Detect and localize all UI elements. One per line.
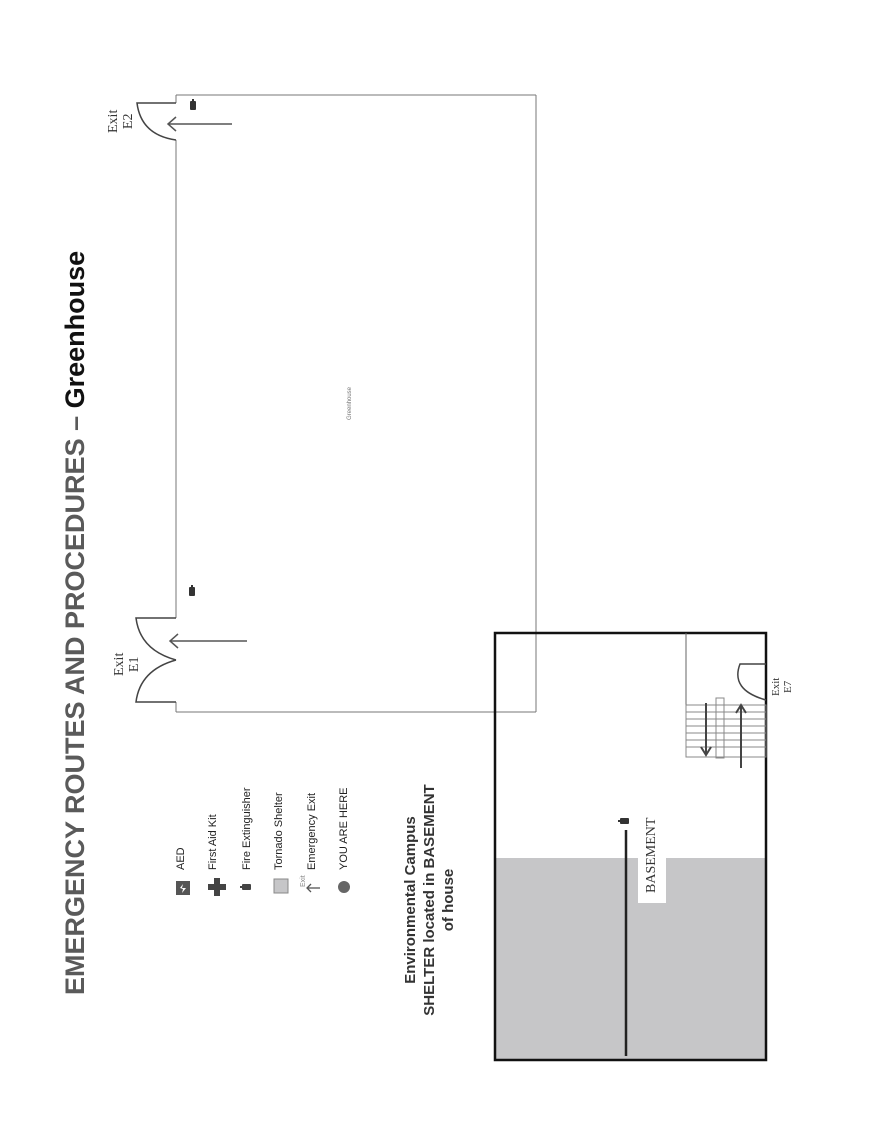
exit-e7-label: [770, 678, 794, 696]
legend-label-first-aid: First Aid Kit: [207, 814, 219, 870]
exit-e2-arrow-icon: [168, 117, 232, 131]
room-label-greenhouse: Greenhouse: [347, 386, 353, 420]
campus-shelter-note: [402, 770, 458, 1030]
tornado-shelter-area: [496, 858, 766, 1060]
exit-e1-label: [112, 653, 143, 676]
campus-note-line2: SHELTER located in BASEMENT: [420, 784, 438, 1016]
exit-e2-label: [106, 110, 137, 133]
stairs-up-arrow-icon: [736, 705, 746, 768]
legend-label-tornado-shelter: Tornado Shelter: [273, 792, 285, 870]
page-title-main: EMERGENCY ROUTES AND PROCEDURES –: [60, 408, 90, 995]
exit-e7-door: [738, 664, 766, 700]
exit-e1-word: Exit: [112, 652, 127, 676]
first-aid-cross-icon: [208, 878, 226, 896]
fire-extinguisher-icon: [618, 818, 629, 824]
exit-e7-word: Exit: [770, 677, 782, 696]
exit-arrow-icon: [307, 884, 320, 892]
page-title-place: Greenhouse: [60, 250, 90, 409]
fire-extinguisher-icon: [189, 585, 195, 596]
stairs: [686, 698, 766, 758]
legend-label-you-are-here: YOU ARE HERE: [338, 787, 350, 870]
legend-exit-icon-text: Exit: [300, 875, 307, 887]
legend-label-fire-extinguisher: Fire Extinguisher: [241, 787, 253, 870]
you-are-here-dot-icon: [338, 881, 350, 893]
basement-label: BASEMENT: [644, 817, 659, 893]
greenhouse-outline: [176, 95, 536, 712]
legend-label-aed: AED: [175, 847, 187, 870]
exit-e1-code: E1: [127, 656, 143, 673]
legend-icons: [170, 780, 360, 910]
aed-icon: [176, 881, 190, 895]
legend: [170, 780, 360, 910]
exit-e2-code: E2: [121, 113, 137, 130]
fire-extinguisher-icon: [240, 884, 251, 890]
exit-e7-code: E7: [782, 680, 795, 693]
exit-e1-arrow-icon: [170, 634, 247, 648]
campus-note-line1: Environmental Campus: [402, 816, 419, 984]
shelter-swatch-icon: [274, 879, 288, 893]
fire-extinguisher-icon: [190, 99, 196, 110]
campus-note-line3: of house: [439, 868, 457, 932]
legend-label-emergency-exit: Emergency Exit: [306, 792, 318, 870]
exit-e2-word: Exit: [106, 109, 121, 133]
